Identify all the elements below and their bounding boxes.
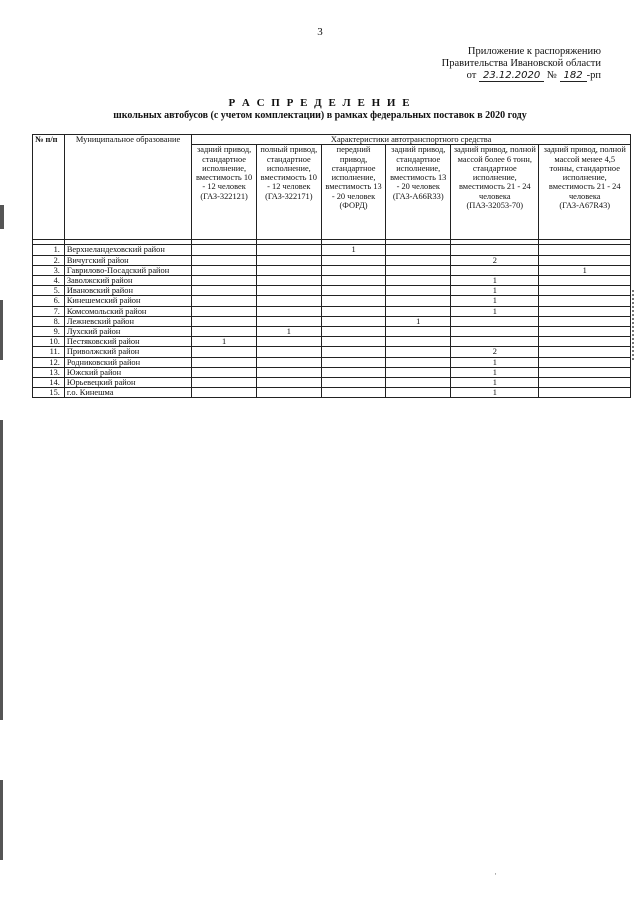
quantity-cell — [451, 326, 539, 336]
quantity-cell — [386, 326, 451, 336]
row-number: 4. — [33, 275, 65, 285]
table-row — [33, 337, 631, 347]
quantity-cell: 1 — [539, 265, 631, 275]
quantity-cell: 1 — [451, 367, 539, 377]
table-row — [33, 255, 631, 265]
quantity-cell — [451, 245, 539, 255]
quantity-cell — [321, 286, 386, 296]
row-number: 12. — [33, 357, 65, 367]
municipality-name: Верхнеландеховский район — [64, 245, 191, 255]
header-vehicle-col-1 — [192, 145, 257, 240]
quantity-cell: 1 — [192, 337, 257, 347]
quantity-cell — [386, 275, 451, 285]
row-number: 3. — [33, 265, 65, 275]
quantity-cell — [256, 275, 321, 285]
quantity-cell: 1 — [451, 306, 539, 316]
handwritten-number: 182 — [560, 70, 587, 82]
quantity-cell — [321, 265, 386, 275]
document-title: Р А С П Р Е Д Е Л Е Н И Е — [228, 97, 412, 109]
approval-block — [442, 46, 601, 82]
header-vehicle-col-6 — [539, 145, 631, 240]
municipality-name: Кинешемский район — [64, 296, 191, 306]
quantity-cell — [539, 377, 631, 387]
quantity-cell: 1 — [451, 296, 539, 306]
quantity-cell — [539, 275, 631, 285]
quantity-cell: 1 — [256, 326, 321, 336]
approval-date-line — [442, 70, 601, 82]
quantity-cell: 1 — [451, 377, 539, 387]
table-row — [33, 326, 631, 336]
quantity-cell — [256, 296, 321, 306]
quantity-cell — [539, 296, 631, 306]
quantity-cell — [321, 316, 386, 326]
table-row — [33, 286, 631, 296]
row-number: 1. — [33, 245, 65, 255]
municipality-name: Родниковский район — [64, 357, 191, 367]
row-number: 8. — [33, 316, 65, 326]
quantity-cell — [386, 357, 451, 367]
header-vehicle-col-3 — [321, 145, 386, 240]
quantity-cell — [192, 377, 257, 387]
quantity-cell — [321, 377, 386, 387]
date-prefix: от — [466, 70, 477, 81]
row-number: 15. — [33, 388, 65, 398]
quantity-cell — [321, 296, 386, 306]
quantity-cell: 1 — [451, 357, 539, 367]
quantity-cell — [386, 265, 451, 275]
quantity-cell — [192, 245, 257, 255]
vehicle-description: передний привод, стандартное исполнение, вместимость 13 - 20 человек — [325, 145, 382, 201]
quantity-cell — [539, 388, 631, 398]
quantity-cell — [256, 388, 321, 398]
municipality-name: Лежневский район — [64, 316, 191, 326]
municipality-name: Приволжский район — [64, 347, 191, 357]
quantity-cell: 2 — [451, 255, 539, 265]
quantity-cell — [321, 326, 386, 336]
distribution-table — [32, 134, 631, 398]
quantity-cell: 1 — [451, 388, 539, 398]
quantity-cell — [192, 275, 257, 285]
quantity-cell — [386, 306, 451, 316]
scan-edge-mark — [0, 780, 3, 860]
quantity-cell — [256, 347, 321, 357]
vehicle-model: (ПАЗ-32053-70) — [466, 201, 524, 211]
vehicle-description: задний привод, стандартное исполнение, вместимость 10 - 12 человек — [195, 145, 253, 192]
municipality-name: г.о. Кинешма — [64, 388, 191, 398]
municipality-name: Гаврилово-Посадский район — [64, 265, 191, 275]
row-number: 10. — [33, 337, 65, 347]
quantity-cell: 1 — [451, 275, 539, 285]
quantity-cell — [386, 286, 451, 296]
header-row-number: № п/п — [33, 135, 65, 240]
quantity-cell — [256, 357, 321, 367]
municipality-name: Южский район — [64, 367, 191, 377]
approval-line-2: Правительства Ивановской области — [441, 58, 601, 69]
quantity-cell — [192, 347, 257, 357]
vehicle-description: задний привод, стандартное исполнение, вместимость 13 - 20 человек — [390, 145, 447, 192]
quantity-cell — [192, 367, 257, 377]
quantity-cell — [321, 337, 386, 347]
quantity-cell — [321, 388, 386, 398]
quantity-cell — [539, 286, 631, 296]
row-number: 11. — [33, 347, 65, 357]
vehicle-model: (ФОРД) — [339, 201, 368, 211]
quantity-cell — [256, 265, 321, 275]
vehicle-model: (ГАЗ-322121) — [200, 191, 248, 201]
quantity-cell: 1 — [321, 245, 386, 255]
quantity-cell — [386, 296, 451, 306]
quantity-cell — [386, 367, 451, 377]
row-number: 9. — [33, 326, 65, 336]
vehicle-model: (ГАЗ-А67R43) — [559, 201, 611, 211]
municipality-name: Заволжский район — [64, 275, 191, 285]
row-number: 5. — [33, 286, 65, 296]
scan-edge-mark — [0, 420, 3, 720]
document-subtitle: школьных автобусов (с учетом комплектации) в рамках федеральных поставок в 2020 году — [113, 110, 527, 121]
scan-speck: · — [494, 869, 497, 879]
table-row — [33, 388, 631, 398]
quantity-cell — [321, 306, 386, 316]
quantity-cell — [256, 255, 321, 265]
quantity-cell — [451, 316, 539, 326]
row-number: 2. — [33, 255, 65, 265]
municipality-name: Вичугский район — [64, 255, 191, 265]
quantity-cell — [192, 255, 257, 265]
handwritten-date: 23.12.2020 — [479, 70, 544, 82]
quantity-cell — [386, 388, 451, 398]
municipality-name: Пестяковский район — [64, 337, 191, 347]
approval-line-1: Приложение к распоряжению — [467, 46, 601, 57]
quantity-cell — [321, 255, 386, 265]
quantity-cell — [256, 337, 321, 347]
quantity-cell — [321, 367, 386, 377]
quantity-cell — [539, 255, 631, 265]
number-prefix: № — [546, 70, 557, 81]
quantity-cell — [192, 357, 257, 367]
quantity-cell — [539, 316, 631, 326]
quantity-cell — [192, 326, 257, 336]
quantity-cell — [539, 367, 631, 377]
quantity-cell: 1 — [386, 316, 451, 326]
quantity-cell — [386, 245, 451, 255]
quantity-cell — [256, 245, 321, 255]
quantity-cell — [386, 347, 451, 357]
quantity-cell — [256, 286, 321, 296]
quantity-cell: 2 — [451, 347, 539, 357]
quantity-cell — [539, 326, 631, 336]
table-row — [33, 316, 631, 326]
scan-edge-mark — [0, 205, 4, 229]
quantity-cell — [386, 337, 451, 347]
table-row — [33, 275, 631, 285]
quantity-cell — [256, 316, 321, 326]
header-municipality: Муниципальное образование — [64, 135, 191, 240]
row-number: 6. — [33, 296, 65, 306]
header-vehicle-col-4 — [386, 145, 451, 240]
quantity-cell — [451, 265, 539, 275]
quantity-cell — [192, 316, 257, 326]
row-number: 7. — [33, 306, 65, 316]
table-row — [33, 245, 631, 255]
quantity-cell — [539, 306, 631, 316]
municipality-name: Лухский район — [64, 326, 191, 336]
quantity-cell — [256, 377, 321, 387]
quantity-cell — [192, 296, 257, 306]
table-row — [33, 296, 631, 306]
vehicle-description: полный привод, стандартное исполнение, вместимость 10 - 12 человек — [260, 145, 318, 192]
number-suffix: -рп — [586, 70, 601, 81]
quantity-cell — [192, 286, 257, 296]
quantity-cell — [451, 337, 539, 347]
quantity-cell — [256, 306, 321, 316]
row-number: 14. — [33, 377, 65, 387]
table-row — [33, 306, 631, 316]
quantity-cell — [539, 357, 631, 367]
header-vehicle-col-2 — [256, 145, 321, 240]
quantity-cell: 1 — [451, 286, 539, 296]
scan-edge-mark — [0, 300, 3, 360]
quantity-cell — [539, 337, 631, 347]
row-number: 13. — [33, 367, 65, 377]
vehicle-model: (ГАЗ-А66R33) — [392, 191, 444, 201]
municipality-name: Комсомольский район — [64, 306, 191, 316]
page-number: 3 — [317, 26, 323, 38]
table-row — [33, 347, 631, 357]
quantity-cell — [386, 255, 451, 265]
municipality-name: Юрьевецкий район — [64, 377, 191, 387]
quantity-cell — [539, 245, 631, 255]
header-vehicle-col-5 — [451, 145, 539, 240]
quantity-cell — [256, 367, 321, 377]
quantity-cell — [321, 275, 386, 285]
table-row — [33, 265, 631, 275]
quantity-cell — [192, 265, 257, 275]
vehicle-model: (ГАЗ-322171) — [265, 191, 313, 201]
header-vehicle-characteristics: Характеристики автотранспортного средства — [192, 135, 631, 145]
quantity-cell — [192, 388, 257, 398]
quantity-cell — [321, 357, 386, 367]
quantity-cell — [321, 347, 386, 357]
municipality-name: Ивановский район — [64, 286, 191, 296]
quantity-cell — [539, 347, 631, 357]
scan-margin-dots — [632, 290, 638, 360]
table-row — [33, 367, 631, 377]
vehicle-description: задний привод, полной массой менее 4,5 тонны, стандартное исполнение, вместимость 21 - 24 человека — [543, 145, 626, 201]
vehicle-description: задний привод, полной массой более 6 тонн, стандартное исполнение, вместимость 21 - 24 человека — [453, 145, 536, 201]
quantity-cell — [386, 377, 451, 387]
quantity-cell — [192, 306, 257, 316]
table-row — [33, 357, 631, 367]
table-row — [33, 377, 631, 387]
